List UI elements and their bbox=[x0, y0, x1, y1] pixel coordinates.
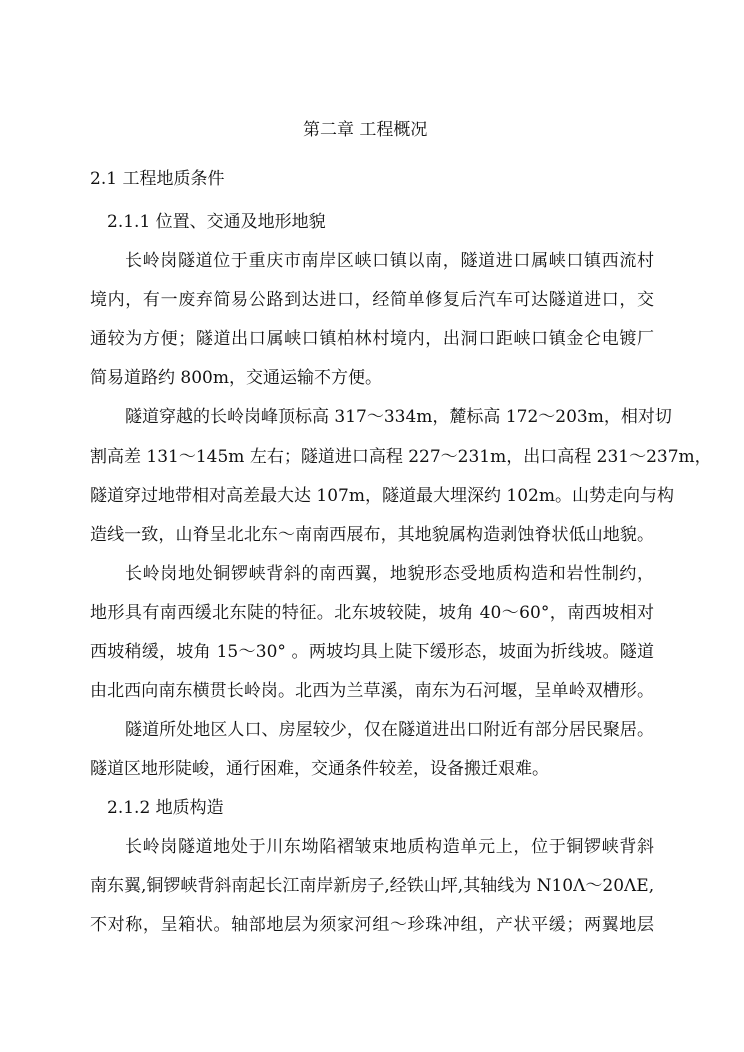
paragraph-line: 长岭岗隧道位于重庆市南岸区峡口镇以南，隧道进口属峡口镇西流村 bbox=[125, 251, 654, 271]
paragraph-line: 不对称，呈箱状。轴部地层为须家河组～珍珠冲组，产状平缓；两翼地层 bbox=[90, 915, 654, 935]
paragraph-line: 简易道路约 800m，交通运输不方便。 bbox=[90, 368, 382, 388]
paragraph-line: 隧道穿过地带相对高差最大达 107m，隧道最大埋深约 102m。山势走向与构 bbox=[90, 486, 674, 506]
paragraph-line: 西坡稍缓，坡角 15～30° 。两坡均具上陡下缓形态，坡面为折线坡。隧道 bbox=[90, 642, 654, 662]
subsection-title: 2.1.2 地质构造 bbox=[107, 798, 224, 818]
subsection-title: 2.1.1 位置、交通及地形地貌 bbox=[107, 212, 326, 232]
paragraph-line: 割高差 131～145m 左右；隧道进口高程 227～231m，出口高程 231～237m， bbox=[90, 447, 712, 467]
section-title: 2.1 工程地质条件 bbox=[90, 169, 225, 189]
paragraph-line: 隧道所处地区人口、房屋较少，仅在隧道进出口附近有部分居民聚居。 bbox=[125, 720, 654, 740]
paragraph-line: 由北西向南东横贯长岭岗。北西为兰草溪，南东为石河堰，呈单岭双槽形。 bbox=[90, 681, 654, 701]
chapter-title: 第二章 工程概况 bbox=[303, 120, 428, 140]
paragraph-line: 隧道区地形陡峻，通行困难，交通条件较差，设备搬迁艰难。 bbox=[90, 759, 549, 779]
paragraph-line: 隧道穿越的长岭岗峰顶标高 317～334m，麓标高 172～203m，相对切 bbox=[125, 407, 672, 427]
paragraph-line: 境内，有一废弃简易公路到达进口，经简单修复后汽车可达隧道进口，交 bbox=[90, 290, 654, 310]
paragraph-line: 长岭岗隧道地处于川东坳陷褶皱束地质构造单元上，位于铜锣峡背斜 bbox=[125, 837, 654, 857]
paragraph-line: 造线一致，山脊呈北北东～南南西展布，其地貌属构造剥蚀脊状低山地貌。 bbox=[90, 525, 654, 545]
paragraph-line: 通较为方便；隧道出口属峡口镇柏林村境内，出洞口距峡口镇金仑电镀厂 bbox=[90, 329, 654, 349]
paragraph-line: 地形具有南西缓北东陡的特征。北东坡较陡，坡角 40～60°，南西坡相对 bbox=[90, 603, 654, 623]
paragraph-line: 南东翼,铜锣峡背斜南起长江南岸新房子,经铁山坪,其轴线为 N10Λ～20ΛE, bbox=[90, 876, 655, 896]
paragraph-line: 长岭岗地处铜锣峡背斜的南西翼，地貌形态受地质构造和岩性制约， bbox=[125, 564, 654, 584]
